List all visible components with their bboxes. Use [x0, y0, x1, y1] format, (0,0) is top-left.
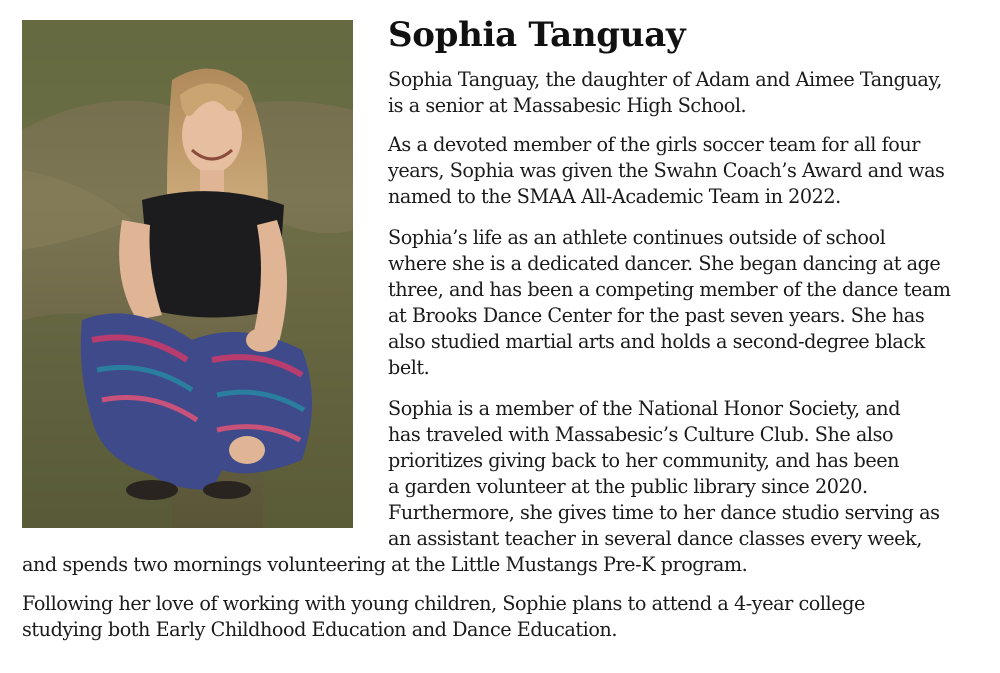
bio-line: belt.: [388, 356, 430, 379]
bio-line: studying both Early Childhood Education and Dance Education.: [22, 618, 617, 641]
bio-line: where she is a dedicated dancer. She began dancing at age: [388, 252, 941, 275]
profile-name: Sophia Tanguay: [388, 15, 686, 55]
bio-line: Sophia Tanguay, the daughter of Adam and Aimee Tanguay,: [388, 68, 942, 91]
bio-line: Following her love of working with young children, Sophie plans to attend a 4-year college: [22, 592, 865, 615]
bio-line: named to the SMAA All-Academic Team in 2022.: [388, 185, 841, 208]
bio-line: years, Sophia was given the Swahn Coach’s Award and was: [388, 159, 945, 182]
bio-line: Furthermore, she gives time to her dance studio serving as: [388, 501, 940, 524]
bio-line: and spends two mornings volunteering at the Little Mustangs Pre-K program.: [22, 553, 748, 576]
bio-line: a garden volunteer at the public library since 2020.: [388, 475, 868, 498]
bio-line: As a devoted member of the girls soccer team for all four: [388, 133, 921, 156]
portrait-photo: [22, 20, 353, 528]
bio-line: prioritizes giving back to her community, and has been: [388, 449, 900, 472]
bio-line: is a senior at Massabesic High School.: [388, 94, 747, 117]
bio-line: an assistant teacher in several dance classes every week,: [388, 527, 922, 550]
bio-line: has traveled with Massabesic’s Culture Club. She also: [388, 423, 894, 446]
bio-line: three, and has been a competing member of the dance team: [388, 278, 951, 301]
bio-line: at Brooks Dance Center for the past seven years. She has: [388, 304, 925, 327]
bio-line: Sophia is a member of the National Honor Society, and: [388, 397, 901, 420]
bio-line: also studied martial arts and holds a second-degree black: [388, 330, 925, 353]
bio-line: Sophia’s life as an athlete continues outside of school: [388, 226, 886, 249]
